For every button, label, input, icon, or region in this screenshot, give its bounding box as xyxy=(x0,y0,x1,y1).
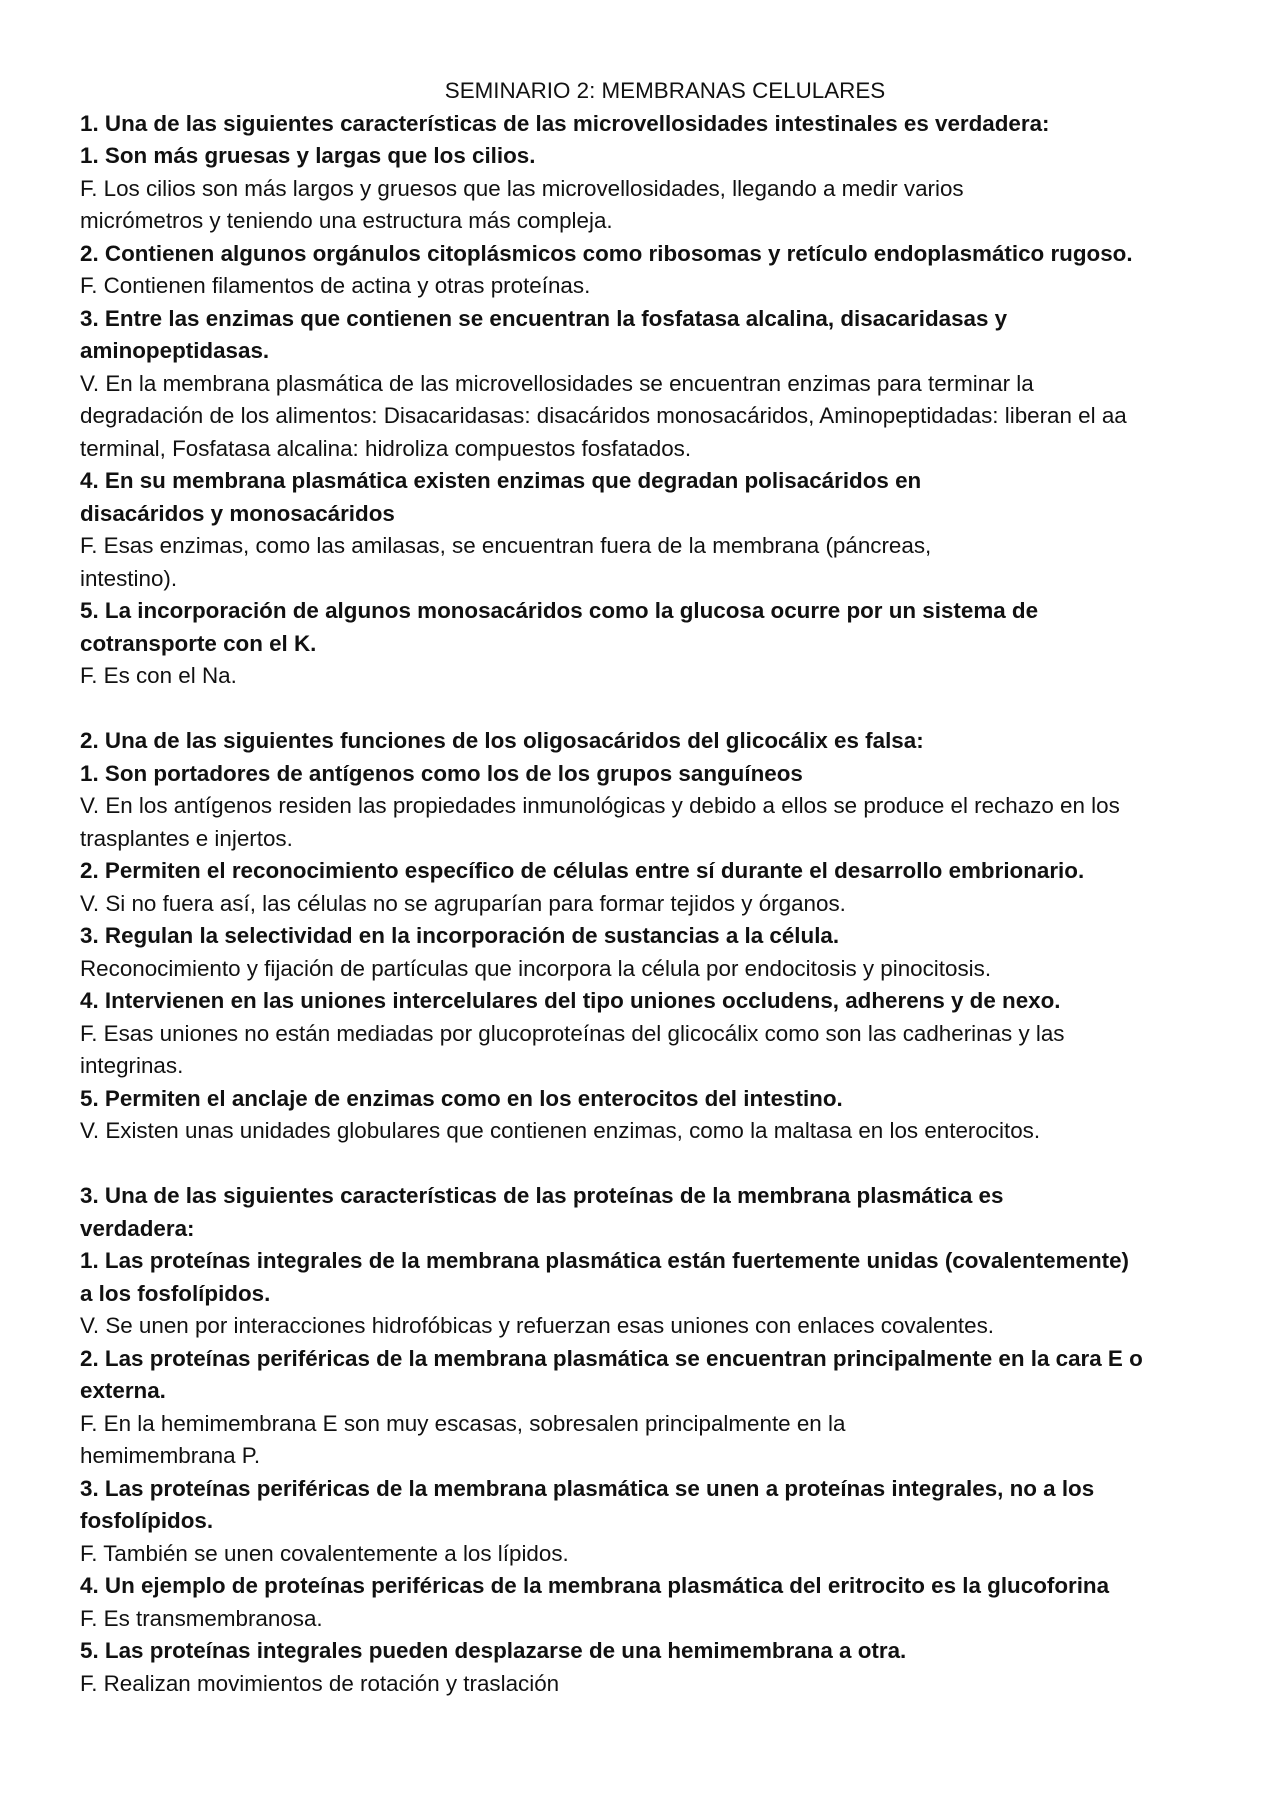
option-statement: a los fosfolípidos. xyxy=(80,1280,271,1306)
question-heading: verdadera: xyxy=(80,1215,195,1241)
option-answer: V. Se unen por interacciones hidrofóbicas y refuerzan esas uniones con enlaces covalentes. xyxy=(80,1313,995,1338)
option-statement: 2. Permiten el reconocimiento específico de células entre sí durante el desarrollo embrionario. xyxy=(80,858,1085,883)
option-statement: 5. Las proteínas integrales pueden desplazarse de una hemimembrana a otra. xyxy=(80,1638,907,1663)
option-statement: 2. Las proteínas periféricas de la membrana plasmática se encuentran principalmente en la cara E o xyxy=(80,1345,1143,1371)
option-answer: terminal, Fosfatasa alcalina: hidroliza compuestos fosfatados. xyxy=(80,435,692,461)
option-answer: degradación de los alimentos: Disacaridasas: disacáridos monosacáridos, Aminopeptidadas: liberan el aa xyxy=(80,403,1127,428)
option-statement: aminopeptidasas. xyxy=(80,338,270,363)
option-statement: 1. Las proteínas integrales de la membrana plasmática están fuertemente unidas (covalentemente) xyxy=(80,1248,1129,1273)
option-answer: F. Los cilios son más largos y gruesos que las microvellosidades, llegando a medir varios xyxy=(80,175,964,201)
option-answer: V. En los antígenos residen las propiedades inmunológicas y debido a ellos se produce el rechazo en los xyxy=(80,793,1120,818)
option-statement: 4. En su membrana plasmática existen enzimas que degradan polisacáridos en xyxy=(80,468,922,493)
option-answer: V. En la membrana plasmática de las microvellosidades se encuentran enzimas para terminar la xyxy=(80,370,1034,396)
option-answer: F. También se unen covalentemente a los lípidos. xyxy=(80,1540,569,1566)
option-answer: F. Esas enzimas, como las amilasas, se encuentran fuera de la membrana (páncreas, xyxy=(80,533,932,558)
option-statement: 4. Intervienen en las uniones intercelulares del tipo uniones occludens, adherens y de nexo. xyxy=(80,988,1061,1013)
option-answer: V. Si no fuera así, las células no se agruparían para formar tejidos y órganos. xyxy=(80,890,846,916)
option-statement: externa. xyxy=(80,1378,166,1403)
option-answer: F. Esas uniones no están mediadas por glucoproteínas del glicocálix como son las cadherinas y las xyxy=(80,1020,1065,1046)
option-statement: 5. Permiten el anclaje de enzimas como en los enterocitos del intestino. xyxy=(80,1085,843,1111)
option-answer: micrómetros y teniendo una estructura más compleja. xyxy=(80,208,613,233)
option-statement: fosfolípidos. xyxy=(80,1508,214,1533)
option-answer: hemimembrana P. xyxy=(80,1443,261,1468)
question-heading: 3. Una de las siguientes características de las proteínas de la membrana plasmática es xyxy=(80,1183,1004,1208)
section-spacer xyxy=(80,693,1220,726)
option-answer: F. Contienen filamentos de actina y otras proteínas. xyxy=(80,273,591,298)
option-answer: F. En la hemimembrana E son muy escasas, sobresalen principalmente en la xyxy=(80,1410,846,1436)
document-title: SEMINARIO 2: MEMBRANAS CELULARES xyxy=(444,78,886,103)
document-body xyxy=(80,108,1220,1701)
option-answer: V. Existen unas unidades globulares que contienen enzimas, como la maltasa en los enterocitos. xyxy=(80,1118,1041,1143)
option-statement: 1. Son portadores de antígenos como los de los grupos sanguíneos xyxy=(80,760,803,786)
option-statement: 3. Entre las enzimas que contienen se encuentran la fosfatasa alcalina, disacaridasas y xyxy=(80,305,1008,331)
option-answer: F. Es transmembranosa. xyxy=(80,1605,323,1631)
option-answer: Reconocimiento y fijación de partículas que incorpora la célula por endocitosis y pinocitosis. xyxy=(80,955,992,981)
question-section xyxy=(80,1180,1220,1700)
option-statement: 2. Contienen algunos orgánulos citoplásmicos como ribosomas y retículo endoplasmático rugoso. xyxy=(80,240,1133,266)
option-statement: 5. La incorporación de algunos monosacáridos como la glucosa ocurre por un sistema de xyxy=(80,598,1039,623)
option-statement: cotransporte con el K. xyxy=(80,630,317,656)
option-statement: 4. Un ejemplo de proteínas periféricas de la membrana plasmática del eritrocito es la glucoforina xyxy=(80,1573,1110,1598)
option-answer: F. Es con el Na. xyxy=(80,663,237,688)
option-statement: 3. Regulan la selectividad en la incorporación de sustancias a la célula. xyxy=(80,923,840,948)
question-heading: 1. Una de las siguientes características de las microvellosidades intestinales es verdadera: xyxy=(80,110,1050,136)
option-answer: integrinas. xyxy=(80,1053,184,1078)
option-answer: intestino). xyxy=(80,565,178,591)
option-statement: 1. Son más gruesas y largas que los cilios. xyxy=(80,143,536,168)
section-spacer xyxy=(80,1148,1220,1181)
question-heading: 2. Una de las siguientes funciones de los oligosacáridos del glicocálix es falsa: xyxy=(80,728,924,753)
option-statement: 3. Las proteínas periféricas de la membrana plasmática se unen a proteínas integrales, no a los xyxy=(80,1475,1095,1501)
question-section xyxy=(80,725,1220,1148)
option-answer: F. Realizan movimientos de rotación y traslación xyxy=(80,1670,560,1696)
option-statement: disacáridos y monosacáridos xyxy=(80,500,395,526)
question-section xyxy=(80,108,1220,693)
option-answer: trasplantes e injertos. xyxy=(80,825,293,851)
